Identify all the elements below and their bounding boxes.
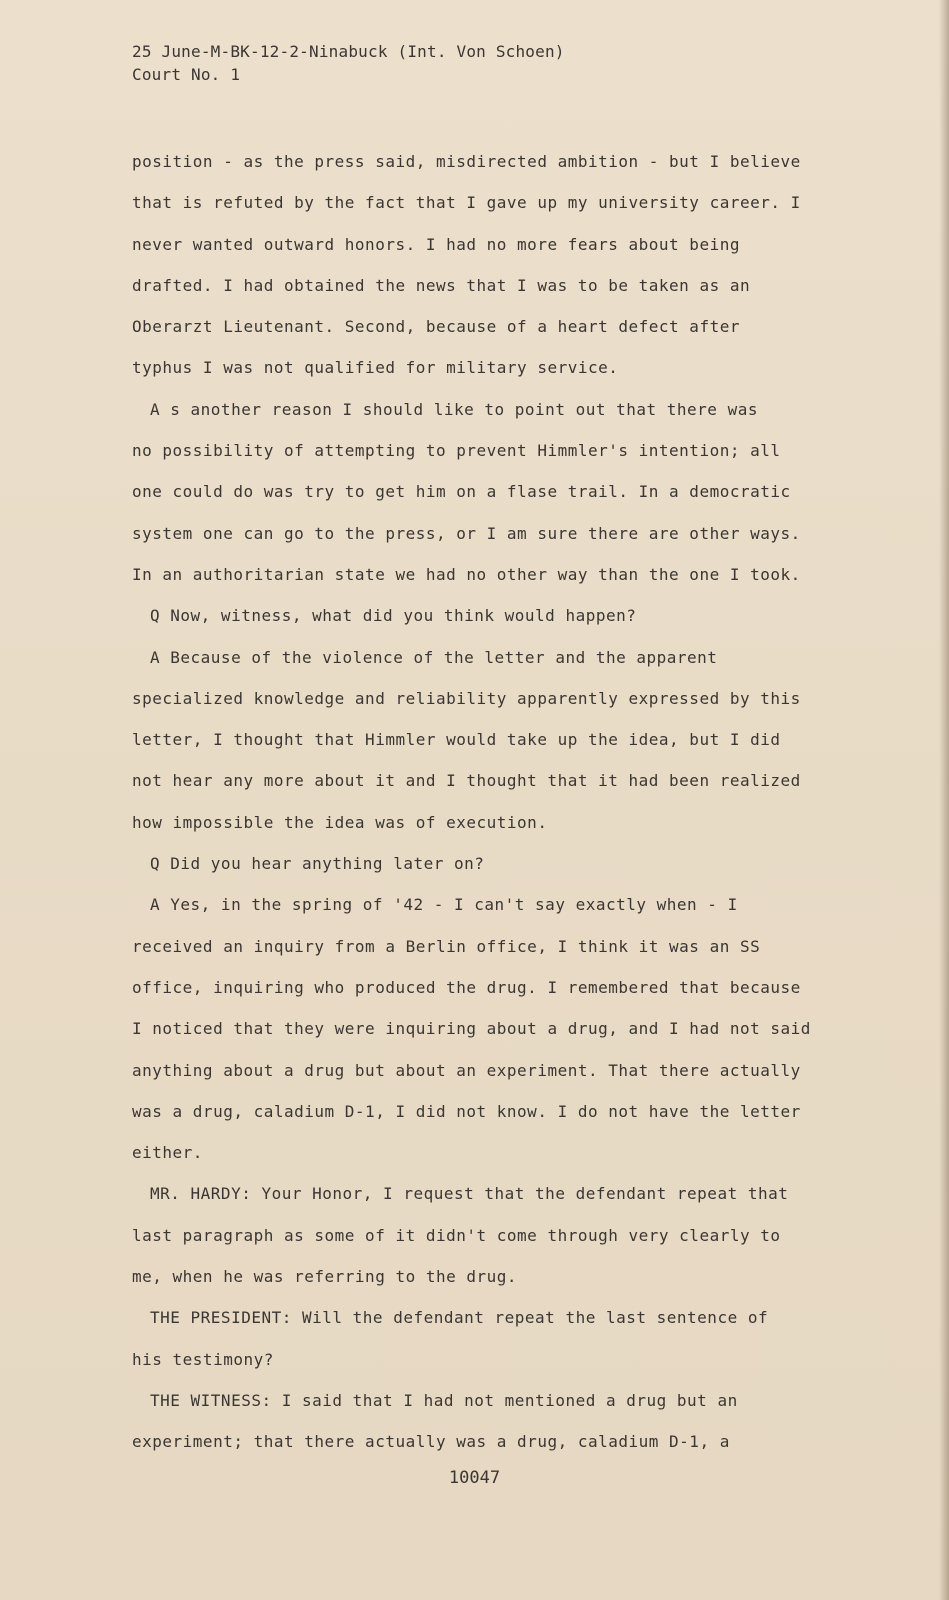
transcript-line: specialized knowledge and reliability apparently expressed by this bbox=[132, 688, 801, 708]
transcript-line: that is refuted by the fact that I gave up my university career. I bbox=[132, 193, 801, 213]
transcript-line: Q Now, witness, what did you think would happen? bbox=[150, 606, 637, 626]
transcript-line: Oberarzt Lieutenant. Second, because of a heart defect after bbox=[132, 317, 740, 337]
transcript-line: A Yes, in the spring of '42 - I can't say exactly when - I bbox=[150, 895, 738, 915]
transcript-line: Q Did you hear anything later on? bbox=[150, 854, 485, 874]
page-edge-shadow bbox=[939, 0, 949, 1600]
transcript-line: A s another reason I should like to point out that there was bbox=[150, 399, 758, 419]
transcript-line: not hear any more about it and I thought that it had been realized bbox=[132, 771, 801, 791]
transcript-line: me, when he was referring to the drug. bbox=[132, 1267, 518, 1287]
transcript-line: office, inquiring who produced the drug. I remembered that because bbox=[132, 977, 801, 997]
transcript-line: drafted. I had obtained the news that I was to be taken as an bbox=[132, 275, 751, 295]
transcript-line: typhus I was not qualified for military service. bbox=[132, 358, 619, 378]
transcript-body bbox=[132, 141, 832, 1463]
transcript-line: his testimony? bbox=[132, 1349, 274, 1369]
transcript-line: experiment; that there actually was a drug, caladium D-1, a bbox=[132, 1432, 730, 1452]
transcript-line: THE PRESIDENT: Will the defendant repeat the last sentence of bbox=[150, 1308, 769, 1328]
transcript-line: no possibility of attempting to prevent Himmler's intention; all bbox=[132, 441, 781, 461]
transcript-line: letter, I thought that Himmler would take up the idea, but I did bbox=[132, 730, 781, 750]
transcript-line: how impossible the idea was of execution. bbox=[132, 812, 548, 832]
transcript-line: THE WITNESS: I said that I had not mentioned a drug but an bbox=[150, 1390, 738, 1410]
header-line-2: Court No. 1 bbox=[132, 65, 241, 84]
transcript-line: MR. HARDY: Your Honor, I request that the defendant repeat that bbox=[150, 1184, 789, 1204]
transcript-line: either. bbox=[132, 1143, 203, 1163]
page-header bbox=[132, 40, 565, 86]
transcript-line: A Because of the violence of the letter and the apparent bbox=[150, 647, 718, 667]
transcript-line: never wanted outward honors. I had no more fears about being bbox=[132, 234, 740, 254]
transcript-line: one could do was try to get him on a flase trail. In a democratic bbox=[132, 482, 791, 502]
transcript-line: system one can go to the press, or I am sure there are other ways. bbox=[132, 523, 801, 543]
transcript-line: anything about a drug but about an experiment. That there actually bbox=[132, 1060, 801, 1080]
header-line-1: 25 June-M-BK-12-2-Ninabuck (Int. Von Schoen) bbox=[132, 42, 565, 61]
transcript-line: I noticed that they were inquiring about a drug, and I had not said bbox=[132, 1019, 811, 1039]
transcript-line: position - as the press said, misdirected ambition - but I believe bbox=[132, 152, 801, 171]
transcript-line: was a drug, caladium D-1, I did not know. I do not have the letter bbox=[132, 1101, 801, 1121]
transcript-line: last paragraph as some of it didn't come through very clearly to bbox=[132, 1225, 781, 1245]
transcript-line: In an authoritarian state we had no other way than the one I took. bbox=[132, 564, 801, 584]
page-number: 10047 bbox=[448, 1468, 501, 1488]
transcript-line: received an inquiry from a Berlin office, I think it was an SS bbox=[132, 936, 761, 956]
